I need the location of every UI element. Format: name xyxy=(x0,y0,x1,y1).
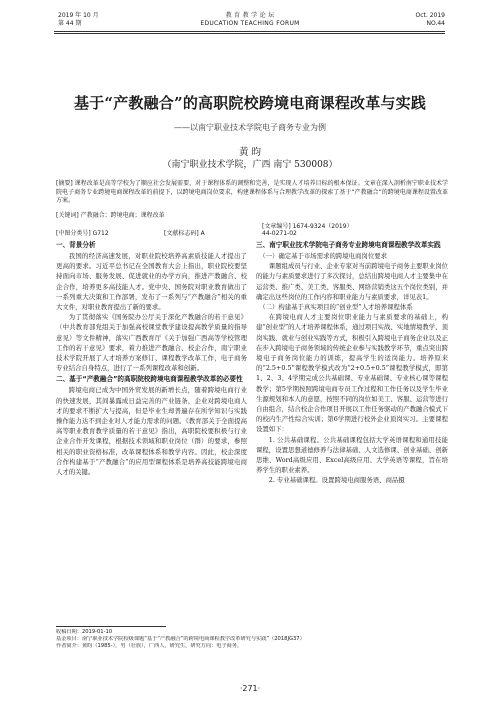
page-number: ·271· xyxy=(239,684,261,693)
footnote-rule xyxy=(56,626,166,627)
body-paragraph: 在跨境电商人才主要岗位职业能力与素质要求的基础上，构建“创业型”的人才培养课程体系，通过项目实战、实地情境教学、顶岗实践、就业与创业实践等方式，积极引入跨境电子商务企业以及正在步入跨境电子商务领域的传统企业参与实践教学环节，重点突出跨境电子商务岗位能力的训练，提高学生的适岗能力。培养原来的“2.5+0.5”课程教学模式改为“2+0.5+0.5”课程教学模式，即第1、2、3、4学期完成公共基础课、专业基础课、专业核心课等课程教学；第5学期按照跨境电商专员工作过程和工作任务以及学生毕业生源规划和本人的意愿，按照不同的岗位如美工、客服、运营等进行自由组合，结合校企合作项目开展以工作任务驱动的产教融合模式下的校内生产性综合实训；第6学期进行校外企业顶岗实习。主要课程设置如下： xyxy=(256,313,448,434)
author-bio: 作者简介：黄昀（1985-），男（壮族），广西人，研究生，研究方向：电子商务。 xyxy=(56,643,243,650)
document-code: [文献标志码] A xyxy=(164,230,205,237)
right-column xyxy=(256,239,448,486)
article-number: [文章编号] 1674-9324（2019）44-0271-02 xyxy=(262,223,353,237)
section-heading: 一、背景分析 xyxy=(56,241,96,249)
left-column xyxy=(56,239,247,477)
article-affiliation: （南宁职业技术学院，广西 南宁 530008） xyxy=(162,160,338,170)
header-left xyxy=(58,12,99,28)
article-author: 黄 昀 xyxy=(238,147,262,158)
received-date: 收稿日期：2019-01-10 xyxy=(56,629,113,635)
header-date-en: Oct. 2019 xyxy=(415,12,445,19)
keywords: [关键词] 产教融合；跨境电商；课程改革 xyxy=(56,212,165,219)
section-heading: 三、南宁职业技术学院电子商务专业跨境电商课程教学改革实践 xyxy=(256,241,441,249)
article-title: 基于“产教融合”的高职院校跨境电商课程改革与实践 xyxy=(73,94,427,112)
article-subtitle: ——以南宁职业技术学院电子商务专业为例 xyxy=(174,123,326,132)
header-number-en: NO.44 xyxy=(426,20,445,27)
header-right xyxy=(416,12,445,28)
body-paragraph: 为了贯彻落实《国务院办公厅关于深化产教融合的若干意见》（中共教育部党组关于加强高校课堂教学建设提高教学质量的指导意见）等文件精神，落实广西教育厅《关于加强广西高等学校管理工作的若干意见》要求，着力推进产教融合、校企合作，南宁职业技术学院开展了人才培养方案修订、课程教学改革工作，电子商务专业结合自身特点，进行了一系列课程改革和创新。 xyxy=(56,313,247,373)
header-issue: 第 44 期 xyxy=(58,20,82,27)
classification-line xyxy=(56,221,448,237)
body-paragraph: 1. 公共基础课程。公共基础课程包括大学英语课程和通用技能课程，设置思想道德修养与法律基础、人文选修课、创业基础、创新思维、Word高级应用、Excel高级应用、大学英语等课程，旨在培养学生的职业素养。 xyxy=(256,435,448,475)
journal-name-cn: 教 育 教 学 论 坛 xyxy=(225,12,275,19)
header-rule-thin xyxy=(54,33,445,34)
section-heading: 二、基于“产教融合”的高职院校跨境电商课程教学改革的必要性 xyxy=(56,375,243,384)
body-paragraph: 课题组成员与行业、企业专家对当前跨境电子商务主要职业岗位的能力与素质要求进行了多次探讨，总结出跨境电商人才主要集中在运营类、推广类、美工类、客服类、网络营销类这五个岗位类别，并确定出这些岗位的工作内容和职业能力与素质要求，详见表1。 xyxy=(256,262,448,301)
journal-name-en: EDUCATION TEACHING FORUM xyxy=(200,20,300,27)
footnote xyxy=(56,626,448,651)
body-paragraph: 2. 专业基础课程。设置跨境电商服务语、商品摄 xyxy=(268,476,405,485)
body-paragraph: 我国的经济高速发展，对职业院校培养高素质技能人才提出了更高的要求。习近平总书记在全国教育大会上指出，职业院校要坚持面向市场、服务发展、促进就业的办学方向，推进产教融合、校企合作，培养更多高技能人才。党中央、国务院对职业教育做出了一系列重大决策和工作部署，发布了一系列与“产教融合”相关的重大文件，对职业教育提出了新的要求。 xyxy=(56,252,247,312)
header-rule xyxy=(54,31,445,32)
running-header xyxy=(0,0,499,40)
header-center xyxy=(160,12,340,28)
body-paragraph: 跨境电商已成为中国外贸发展的新增长点，随着跨境电商行业的快速发展，其间暴露成日益完善的产业链条，企业对跨境电商人才的要求不断扩大与提高，但是毕业生却普遍存在所学知识与实践操作能力达不到企业对人才能力需求的问题。《教育部关于全面提高高等职业教育教学质量的若干意见》指出，高职院校要积极与行业企业合作开发课程，根据技术领域和职业岗位（群）的要求，参照相关的职业资格标准，改革课程体系和教学内容。因此，校企深度合作构建基于“产教融合”的应用型课程体系是培养高技能跨境电商人才的关键。 xyxy=(56,386,247,477)
subsection-heading: （二）构建基于真实项目的“创业型”人才培养课程体系 xyxy=(259,303,413,312)
header-date: 2019 年 10 月 xyxy=(58,12,99,19)
abstract: [摘要] 课程改革是高等学校为了顺应社会发展需要，对于课程体系的调整和完善，是实现人才培养目标的根本保证。文章在深入剖析南宁职业技术学院电子商务专业跨境电商课程改革的前提下，以跨境电商岗位要求，构建课程体系与合理教学改革的探索了基于“产教融合”的跨境电商课程设置改革方案。 xyxy=(56,180,448,205)
fund-project: 基金项目：南宁职业技术学院校级课题“基于“产教融合”的跨境电商课程教学改革研究与实践”（2018JG37） xyxy=(56,636,305,643)
subsection-heading: （一）确定基于市场需求的跨境电商岗位要求 xyxy=(259,252,387,260)
clc-number: [中图分类号] G712 xyxy=(56,230,109,237)
